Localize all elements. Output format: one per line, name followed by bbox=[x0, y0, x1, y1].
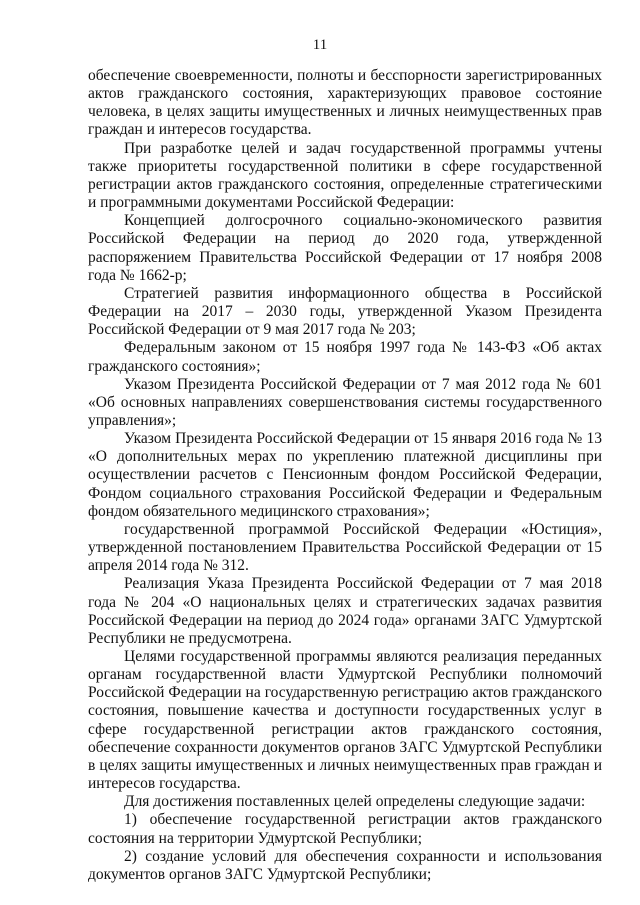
paragraph-program-justice: государственной программой Российской Федерации «Юстиция», утвержденной постановлением Правительства Российской Федерации от 15 апреля 2014 года № 312. bbox=[88, 520, 602, 575]
paragraph-program-goals: Целями государственной программы являются реализация переданных органам государственной власти Удмуртской Республики полномочий Российской Федерации на государственную регистрацию актов гражданского состояния, повышение качества и доступности государственных услуг в сфере государственной регистрации актов гражданского состояния, обеспечение сохранности документов органов ЗАГС Удмуртской Республики в целях защиты имущественных и личных неимущественных прав граждан и интересов государства. bbox=[88, 648, 602, 793]
paragraph-task-1: 1) обеспечение государственной регистрации актов гражданского состояния на территории Удмуртской Республики; bbox=[88, 811, 602, 847]
paragraph-decree-13: Указом Президента Российской Федерации от 15 января 2016 года № 13 «О дополнительных мерах по укреплению платежной дисциплины при осуществлении расчетов с Пенсионным фондом Российской Федерации, Фондом социального страхования Российской Федерации и Федеральным фондом обязательного медицинского страхования»; bbox=[88, 430, 602, 520]
paragraph-decree-204: Реализация Указа Президента Российской Федерации от 7 мая 2018 года № 204 «О национальных целях и стратегических задачах развития Российской Федерации на период до 2024 года» органами ЗАГС Удмуртской Республики не предусмотрена. bbox=[88, 575, 602, 647]
paragraph-continuation: обеспечение своевременности, полноты и бесспорности зарегистрированных актов гражданского состояния, характеризующих правовое состояние человека, в целях защиты имущественных и личных неимущественных прав граждан и интересов государства. bbox=[88, 67, 602, 139]
paragraph-information-society-strategy: Стратегией развития информационного общества в Российской Федерации на 2017 – 2030 годы, утвержденной Указом Президента Российской Федерации от 9 мая 2017 года № 203; bbox=[88, 284, 602, 339]
paragraph-priorities-intro: При разработке целей и задач государственной программы учтены также приоритеты государственной политики в сфере государственной регистрации актов гражданского состояния, определенные стратегическими и программными документами Российской Федерации: bbox=[88, 139, 602, 212]
paragraph-decree-601: Указом Президента Российской Федерации от 7 мая 2012 года № 601 «Об основных направлениях совершенствования системы государственного управления»; bbox=[88, 375, 602, 429]
paragraph-federal-law-143: Федеральным законом от 15 ноября 1997 года № 143-ФЗ «Об актах гражданского состояния»; bbox=[88, 339, 602, 375]
document-body bbox=[88, 67, 602, 884]
paragraph-task-2: 2) создание условий для обеспечения сохранности и использования документов органов ЗАГС Удмуртской Республики; bbox=[88, 847, 602, 883]
paragraph-tasks-intro: Для достижения поставленных целей определены следующие задачи: bbox=[124, 793, 586, 811]
paragraph-concept-2020: Концепцией долгосрочного социально-экономического развития Российской Федерации на период до 2020 года, утвержденной распоряжением Правительства Российской Федерации от 17 ноября 2008 года № 1662-р; bbox=[88, 212, 602, 284]
page-number: 11 bbox=[312, 37, 328, 53]
